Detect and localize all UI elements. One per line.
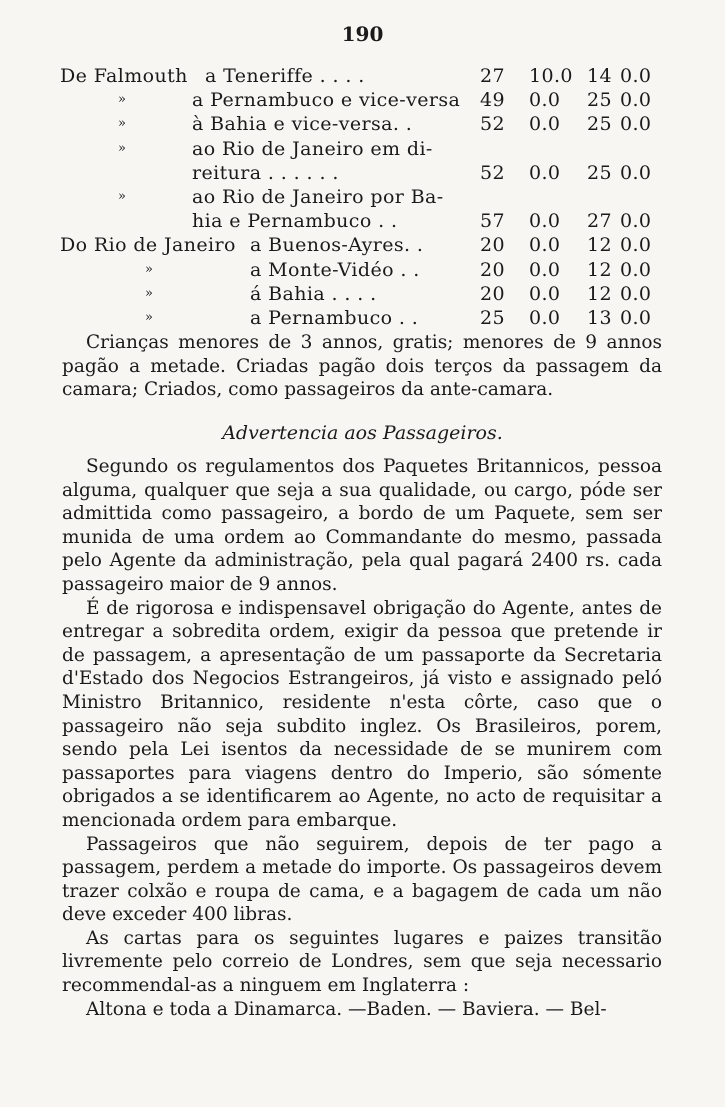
fare-destination: á Bahia . . . .	[250, 282, 377, 305]
ditto-mark: »	[118, 92, 127, 108]
fare-destination: a Monte-Vidéo . .	[250, 258, 420, 281]
fare-row	[60, 64, 660, 88]
fare-row	[60, 209, 660, 233]
fare-table	[60, 64, 660, 330]
fare-origin: Do Rio de Janeiro	[60, 234, 236, 257]
fare-pounds-secondary: 12	[587, 282, 612, 305]
fare-shillings-secondary: 0.0	[620, 282, 652, 305]
fare-pounds: 20	[480, 282, 505, 305]
fare-destination: a Buenos-Ayres. .	[250, 234, 424, 257]
fare-shillings: 0.0	[529, 258, 561, 281]
fare-destination: ao Rio de Janeiro em di-	[192, 137, 433, 160]
fare-note-block	[62, 331, 662, 402]
paragraph: As cartas para os seguintes lugares e paizes transitão livremente pelo correio de Londres, sem que seja necessario recommendal-as a ninguem em Inglaterra :	[62, 927, 662, 997]
paragraph: Passageiros que não seguirem, depois de ter pago a passagem, perdem a metade do importe. Os passageiros devem trazer colxão e roupa de cama, e a bagagem de cada um não deve exceder 400 libras.	[62, 833, 662, 926]
ditto-mark: »	[145, 261, 154, 277]
fare-shillings-secondary: 0.0	[620, 161, 652, 184]
fare-origin: De Falmouth	[60, 65, 188, 87]
fare-destination: ao Rio de Janeiro por Ba-	[192, 185, 444, 208]
fare-pounds: 52	[480, 161, 505, 184]
fare-shillings-secondary: 0.0	[620, 234, 652, 257]
fare-shillings: 0.0	[529, 306, 561, 329]
fare-row	[60, 137, 660, 161]
page-number: 190	[341, 22, 384, 46]
fare-pounds-secondary: 12	[587, 258, 612, 281]
fare-shillings: 0.0	[529, 234, 561, 257]
paragraph: Segundo os regulamentos dos Paquetes Britannicos, pessoa alguma, qualquer que seja a sua qualidade, ou cargo, póde ser admittida como passageiro, a bordo de um Paquete, sem ser munida de uma ordem ao Commandante do mesmo, passada pelo Agente da administração, pela qual pagará 2400 rs. cada passageiro maior de 9 annos.	[62, 456, 662, 595]
ditto-mark: »	[118, 188, 127, 204]
ditto-mark: »	[145, 285, 154, 301]
fare-destination: a Teneriffe . . . .	[205, 65, 365, 87]
fare-pounds: 25	[480, 306, 505, 329]
fare-shillings-secondary: 0.0	[620, 258, 652, 281]
fare-pounds: 57	[480, 210, 505, 233]
fare-row	[60, 306, 660, 330]
fare-shillings: 0.0	[529, 282, 561, 305]
fare-row	[60, 258, 660, 282]
fare-destination: à Bahia e vice-versa. .	[192, 113, 413, 136]
fare-row	[60, 112, 660, 136]
section-heading: Advertencia aos Passageiros.	[222, 422, 503, 444]
fare-row	[60, 161, 660, 185]
fare-destination: reitura . . . . . .	[192, 161, 339, 184]
fare-row	[60, 282, 660, 306]
fare-shillings: 0.0	[529, 89, 561, 112]
fare-destination: hia e Pernambuco . .	[192, 210, 398, 233]
fare-destination: a Pernambuco . .	[250, 306, 419, 329]
fare-pounds: 49	[480, 89, 505, 112]
fare-row	[60, 88, 660, 112]
fare-shillings-secondary: 0.0	[620, 89, 652, 112]
fare-pounds: 20	[480, 234, 505, 257]
fare-pounds: 27	[480, 65, 505, 87]
fare-shillings: 10.0	[529, 65, 573, 87]
fare-shillings: 0.0	[529, 161, 561, 184]
fare-pounds: 20	[480, 258, 505, 281]
fare-note: Crianças menores de 3 annos, gratis; menores de 9 annos pagão a metade. Criadas pagão dois terços da passagem da camara; Criados, como passageiros da ante-camara.	[62, 332, 662, 401]
fare-pounds-secondary: 25	[587, 161, 612, 184]
advertencia-body	[62, 455, 662, 1021]
ditto-mark: »	[118, 140, 127, 156]
fare-pounds-secondary: 27	[587, 210, 612, 233]
fare-destination: a Pernambuco e vice-versa	[192, 89, 461, 112]
fare-shillings: 0.0	[529, 210, 561, 233]
fare-shillings-secondary: 0.0	[620, 210, 652, 233]
ditto-mark: »	[118, 116, 127, 132]
fare-shillings-secondary: 0.0	[620, 113, 652, 136]
fare-shillings: 0.0	[529, 113, 561, 136]
paragraph: Altona e toda a Dinamarca. —Baden. — Baviera. — Bel-	[86, 998, 607, 1020]
fare-shillings-secondary: 0.0	[620, 65, 652, 87]
fare-pounds-secondary: 25	[587, 113, 612, 136]
fare-pounds-secondary: 14	[587, 65, 612, 87]
ditto-mark: »	[145, 309, 154, 325]
fare-pounds-secondary: 12	[587, 234, 612, 257]
fare-row	[60, 233, 660, 257]
fare-pounds: 52	[480, 113, 505, 136]
fare-row	[60, 185, 660, 209]
paragraph: É de rigorosa e indispensavel obrigação do Agente, antes de entregar a sobredita ordem, exigir da pessoa que pretende ir de passagem, a apresentação de um passaporte da Secretaria d'Estado dos Negocios Estrangeiros, já visto e assignado peló Ministro Britannico, residente n'esta côrte, caso que o passageiro não seja subdito inglez. Os Brasileiros, porem, sendo pela Lei isentos da necessidade de se munirem com passaportes para viagens dentro do Imperio, são sómente obrigados a se identificarem ao Agente, no acto de requisitar a mencionada ordem para embarque.	[62, 597, 662, 831]
fare-pounds-secondary: 13	[587, 306, 612, 329]
fare-pounds-secondary: 25	[587, 89, 612, 112]
fare-shillings-secondary: 0.0	[620, 306, 652, 329]
